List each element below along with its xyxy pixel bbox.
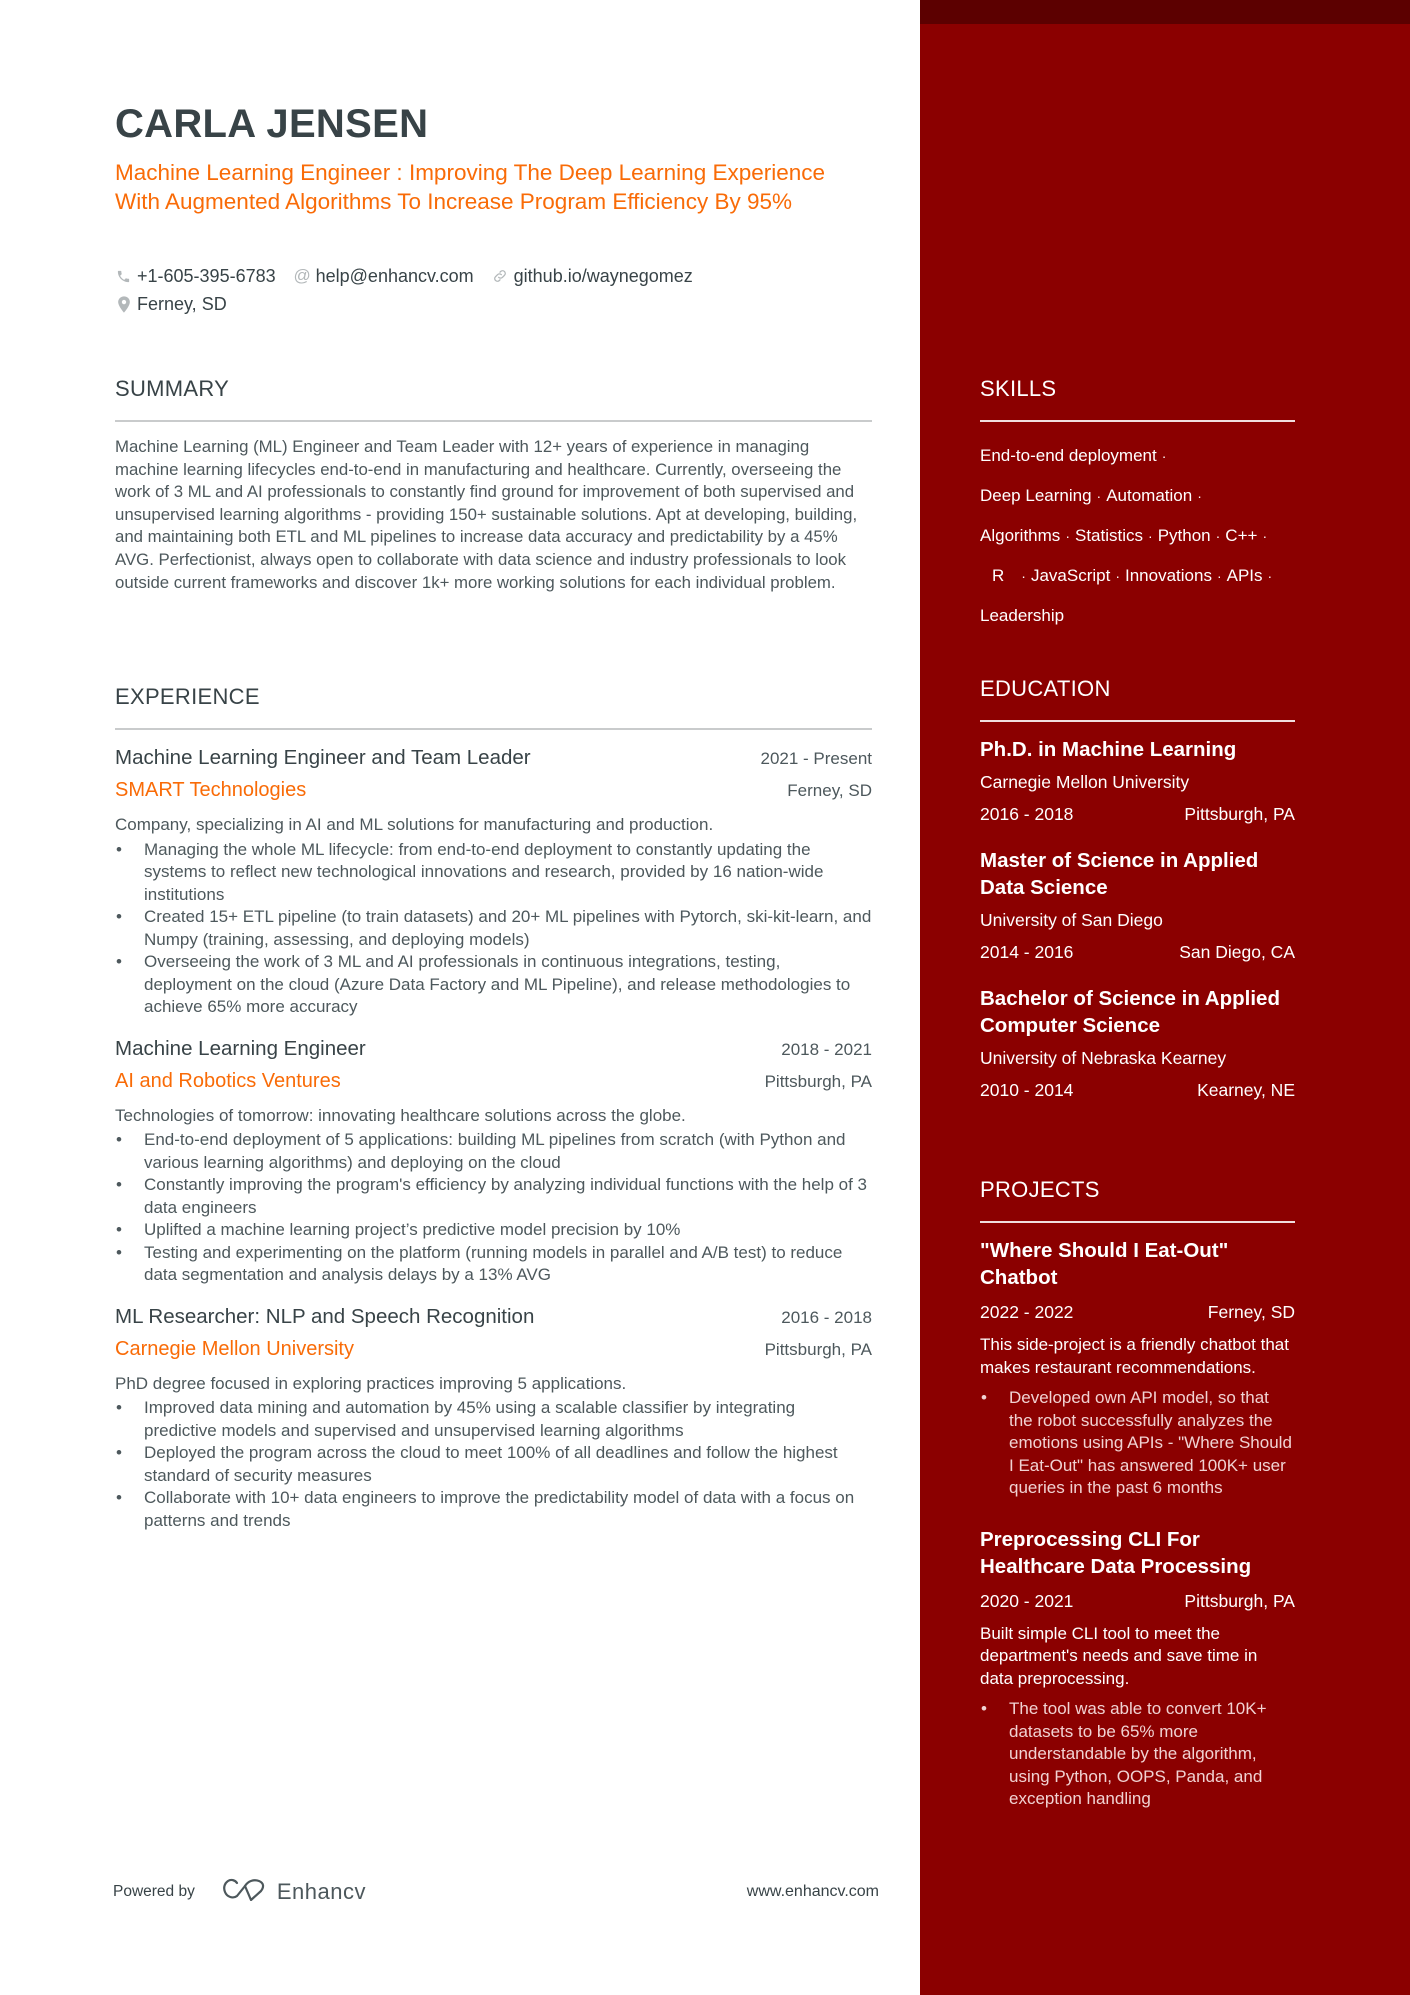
edu-date: 2014 - 2016	[980, 942, 1074, 962]
project-location: Ferney, SD	[1207, 1302, 1295, 1322]
job-entry	[115, 1037, 872, 1287]
candidate-name: CARLA JENSEN	[115, 102, 429, 146]
education-section	[980, 676, 1295, 1101]
job-description: PhD degree focused in exploring practices improving 5 applications.	[115, 1373, 627, 1393]
skill-tag: Python	[1157, 526, 1211, 545]
job-bullet: • Deployed the program across the cloud to meet 100% of all deadlines and follow the highest standard of security measures	[115, 1442, 872, 1487]
project-date: 2022 - 2022	[980, 1302, 1074, 1322]
job-bullet: • Collaborate with 10+ data engineers to improve the predictability model of data with a focus on patterns and trends	[115, 1487, 872, 1532]
location-value: Ferney, SD	[137, 294, 227, 314]
skill-tag: R	[992, 566, 1005, 585]
edu-date: 2010 - 2014	[980, 1080, 1074, 1100]
summary-text: Machine Learning (ML) Engineer and Team Leader with 12+ years of experience in managing machine learning lifecycles end-to-end in manufacturing and healthcare. Currently, overseeing the work of 3 ML and AI professionals to constantly find ground for improvement of both supervised and unsupervised learning algorithms - providing 150+ sustainable solutions. Apt at developing, building, and maintaining both ETL and ML pipelines to increase data accuracy and predictability by a 45% AVG. Perfectionist, always open to collaborate with data science and industry professionals to look outside current frameworks and discover 1k+ more working solutions for each individual problem.	[115, 437, 858, 592]
education-entry	[980, 847, 1295, 963]
footer-url-link[interactable]: www.enhancv.com	[746, 1883, 879, 1900]
job-description: Company, specializing in AI and ML solutions for manufacturing and production.	[115, 815, 714, 834]
projects-section	[980, 1177, 1295, 1811]
separator-dot: ·	[1262, 528, 1268, 544]
contact-phone[interactable]	[115, 262, 276, 290]
skills-list	[980, 436, 1295, 635]
project-title: "Where Should I Eat-Out" Chatbot	[980, 1239, 1229, 1289]
skill-tag: APIs	[1226, 566, 1263, 585]
job-company: AI and Robotics Ventures	[115, 1069, 341, 1092]
enhancv-logo-icon	[221, 1877, 269, 1907]
project-date: 2020 - 2021	[980, 1590, 1074, 1611]
section-divider	[980, 420, 1295, 422]
sidebar-top-band	[920, 0, 1410, 24]
edu-degree: Ph.D. in Machine Learning	[980, 738, 1237, 761]
enhancv-brand-text: Enhancv	[276, 1879, 366, 1904]
project-entry	[980, 1526, 1295, 1811]
job-date: 2016 - 2018	[781, 1307, 872, 1327]
edu-school: University of San Diego	[980, 910, 1163, 930]
phone-icon	[115, 268, 132, 285]
job-bullet: • End-to-end deployment of 5 applications: building ML pipelines from scratch (with Python and various learning algorithms) and deploying on the cloud	[115, 1129, 872, 1174]
email-value: help@enhancv.com	[315, 266, 474, 286]
edu-location: Pittsburgh, PA	[1184, 804, 1295, 824]
job-company: Carnegie Mellon University	[115, 1337, 354, 1360]
job-title: ML Researcher: NLP and Speech Recognition	[115, 1304, 535, 1328]
skill-tag: Innovations	[1125, 566, 1212, 585]
job-location: Pittsburgh, PA	[764, 1339, 872, 1359]
project-bullet: • The tool was able to convert 10K+ datasets to be 65% more understandable by the algorithm, using Python, OOPS, Panda, and exception handling	[980, 1698, 1295, 1811]
skill-tag: Leadership	[980, 606, 1065, 625]
job-bullets	[115, 1129, 872, 1287]
skills-heading: SKILLS	[980, 376, 1057, 401]
education-entry	[980, 985, 1295, 1101]
skill-tag: Statistics	[1074, 526, 1144, 545]
job-bullets	[115, 839, 872, 1019]
skill-tag: Algorithms	[980, 526, 1061, 545]
project-bullets	[980, 1698, 1295, 1811]
separator-dot: ·	[1161, 448, 1167, 464]
edu-location: Kearney, NE	[1197, 1080, 1295, 1100]
job-bullet: • Created 15+ ETL pipeline (to train datasets) and 20+ ML pipelines with Pytorch, ski-kit-learn, and Numpy (training, assessing, and deploying models)	[115, 906, 872, 951]
job-bullet: • Testing and experimenting on the platform (running models in parallel and A/B test) to reduce data segmentation and analysis delays by a 13% AVG	[115, 1242, 872, 1287]
job-bullet: • Managing the whole ML lifecycle: from end-to-end deployment to constantly updating the systems to reflect new technological innovations and research, provided by 16 nation-wide institutions	[115, 839, 872, 907]
edu-degree: Bachelor of Science in Applied Computer Science	[980, 987, 1280, 1037]
separator-dot: ·	[1021, 568, 1026, 584]
skill-tag: C++	[1225, 526, 1258, 545]
skill-tag: End-to-end deployment	[980, 446, 1157, 465]
powered-by-label: Powered by	[113, 1883, 195, 1900]
experience-heading: EXPERIENCE	[115, 684, 260, 709]
contact-info	[115, 262, 875, 318]
edu-school: Carnegie Mellon University	[980, 772, 1190, 792]
job-bullet: • Uplifted a machine learning project’s predictive model precision by 10%	[115, 1219, 872, 1242]
education-entry	[980, 736, 1295, 825]
separator-dot: ·	[1215, 528, 1221, 544]
enhancv-logo[interactable]	[221, 1877, 366, 1907]
separator-dot: ·	[1148, 528, 1153, 544]
job-entry	[115, 746, 872, 1019]
footer	[113, 1877, 879, 1907]
link-value: github.io/waynegomez	[513, 266, 693, 286]
edu-date: 2016 - 2018	[980, 804, 1074, 824]
summary-heading: SUMMARY	[115, 376, 230, 401]
candidate-headline: Machine Learning Engineer : Improving The Deep Learning Experience With Augmented Algorithms To Increase Program Efficiency By 95%	[115, 160, 826, 214]
separator-dot: ·	[1065, 528, 1070, 544]
summary-section	[115, 376, 872, 594]
contact-email[interactable]	[294, 262, 474, 290]
project-title: Preprocessing CLI For Healthcare Data Processing	[980, 1527, 1252, 1578]
education-heading: EDUCATION	[980, 676, 1111, 701]
location-pin-icon	[115, 296, 132, 313]
job-title: Machine Learning Engineer and Team Leader	[115, 746, 531, 769]
skills-section	[980, 376, 1295, 635]
project-location: Pittsburgh, PA	[1184, 1590, 1295, 1611]
skill-tag: Automation	[1106, 486, 1193, 505]
section-divider	[980, 720, 1295, 722]
separator-dot: ·	[1096, 488, 1102, 504]
phone-value: +1-605-395-6783	[137, 266, 276, 286]
section-divider	[115, 420, 872, 422]
experience-section	[115, 684, 872, 1532]
job-description: Technologies of tomorrow: innovating healthcare solutions across the globe.	[115, 1105, 686, 1125]
separator-dot: ·	[1216, 568, 1222, 584]
contact-link[interactable]	[492, 262, 693, 290]
skill-tag: JavaScript	[1030, 566, 1111, 585]
separator-dot: ·	[1267, 568, 1273, 584]
job-company: SMART Technologies	[115, 779, 307, 801]
project-bullets	[980, 1387, 1295, 1500]
project-entry	[980, 1237, 1295, 1500]
job-date: 2018 - 2021	[781, 1039, 872, 1059]
job-location: Ferney, SD	[787, 781, 872, 800]
job-bullet: • Overseeing the work of 3 ML and AI professionals in continuous integrations, testing, deployment on the cloud (Azure Data Factory and ML Pipeline), and release methodologies to achieve 65% more accuracy	[115, 951, 872, 1019]
projects-heading: PROJECTS	[980, 1177, 1100, 1202]
project-bullet: • Developed own API model, so that the robot successfully analyzes the emotions using APIs - "Where Should I Eat-Out" has answered 100K+ user queries in the past 6 months	[980, 1387, 1295, 1500]
section-divider	[115, 728, 872, 730]
job-bullet: • Improved data mining and automation by 45% using a scalable classifier by integrating predictive models and supervised and unsupervised learning algorithms	[115, 1397, 872, 1442]
separator-dot: ·	[1115, 568, 1120, 584]
contact-location	[115, 290, 227, 318]
edu-location: San Diego, CA	[1179, 942, 1295, 962]
at-icon: @	[293, 266, 311, 285]
job-location: Pittsburgh, PA	[764, 1071, 872, 1091]
separator-dot: ·	[1197, 488, 1202, 504]
edu-school: University of Nebraska Kearney	[980, 1048, 1227, 1068]
job-entry	[115, 1305, 872, 1533]
job-bullet: • Constantly improving the program's efficiency by analyzing individual functions with the help of 3 data engineers	[115, 1174, 872, 1219]
job-title: Machine Learning Engineer	[115, 1036, 366, 1060]
skill-tag: Deep Learning	[980, 486, 1092, 505]
link-icon	[492, 268, 509, 285]
project-description: Built simple CLI tool to meet the department's needs and save time in data preprocessing.	[980, 1623, 1258, 1688]
section-divider	[980, 1221, 1295, 1223]
project-description: This side-project is a friendly chatbot that makes restaurant recommendations.	[980, 1335, 1289, 1377]
job-bullets	[115, 1397, 872, 1532]
job-date: 2021 - Present	[760, 749, 872, 768]
edu-degree: Master of Science in Applied Data Science	[980, 849, 1259, 899]
